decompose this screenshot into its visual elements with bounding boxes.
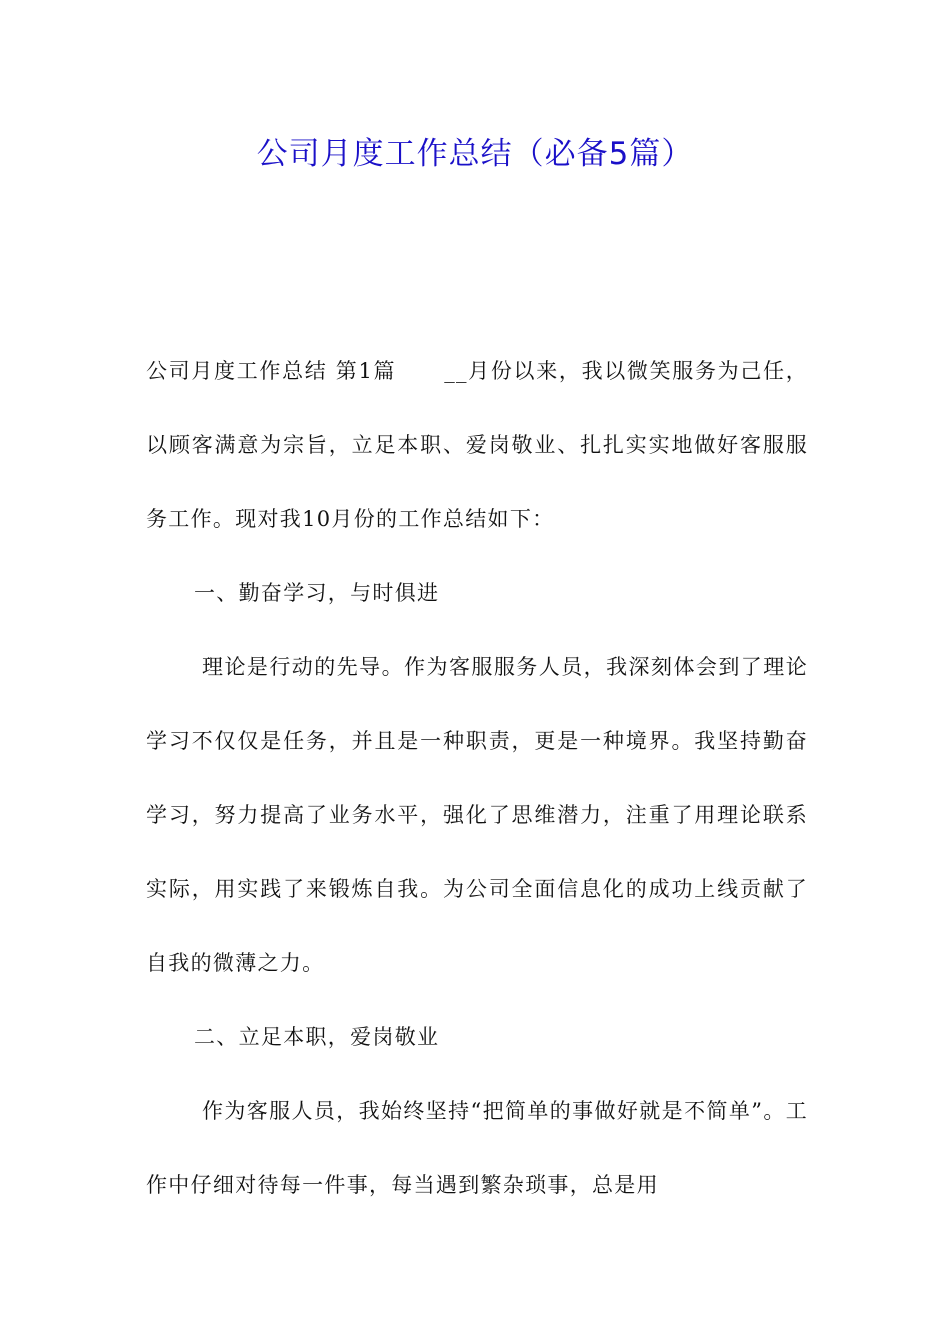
section-paragraph-1: 理论是行动的先导。作为客服服务人员，我深刻体会到了理论学习不仅仅是任务，并且是一种职责，更是一种境界。我坚持勤奋学习，努力提高了业务水平，强化了思维潜力，注重了用理论联系实际，用实践了来锻炼自我。为公司全面信息化的成功上线贡献了自我的微薄之力。	[146, 655, 808, 975]
article-heading: 公司月度工作总结 第1篇	[146, 359, 397, 383]
section-paragraph-2: 作为客服人员，我始终坚持“把简单的事做好就是不简单”。工作中仔细对待每一件事，每当遇到繁杂琐事，总是用	[146, 1099, 808, 1197]
section-heading-2: 二、立足本职，爱岗敬业	[194, 1025, 440, 1049]
section-heading-1: 一、勤奋学习，与时俱进	[194, 581, 440, 605]
document-title: 公司月度工作总结（必备5篇）	[256, 136, 694, 172]
intro-text: __月份以来，我以微笑服务为己任，以顾客满意为宗旨，立足本职、爱岗敬业、扎扎实实地做好客服服务工作。现对我10月份的工作总结如下：	[146, 359, 808, 531]
document-body	[146, 334, 808, 1222]
intro-paragraph	[146, 334, 808, 556]
